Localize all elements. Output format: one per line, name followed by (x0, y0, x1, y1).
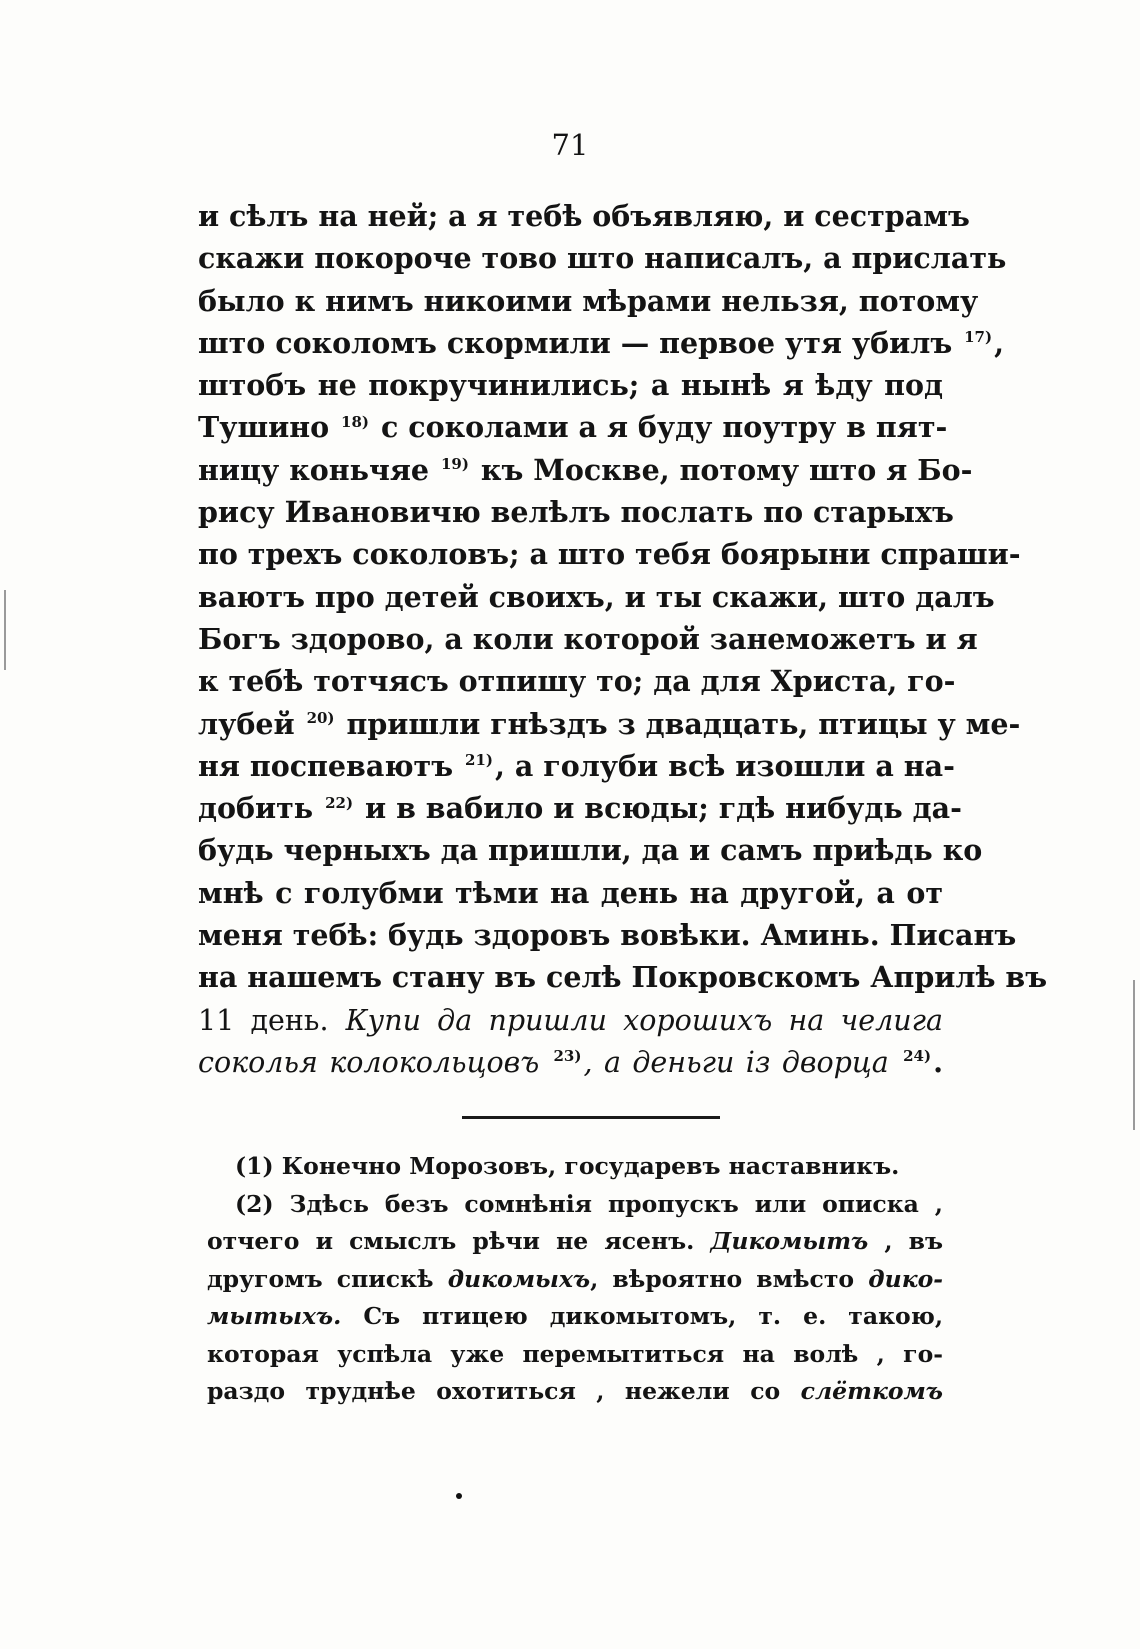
text-span: . (933, 1044, 943, 1079)
text-span: к тебѣ тотчясъ отпишу то; да для Христа, го- (198, 664, 956, 699)
scan-edge-mark (1133, 980, 1135, 1130)
text-line (198, 956, 1048, 998)
footnote-ref-23: 23) (553, 1047, 582, 1066)
text-line (198, 1041, 943, 1083)
footnote-ref-17: 17) (964, 328, 993, 347)
scan-edge-mark (4, 590, 6, 670)
text-line (198, 703, 1021, 745)
footnote-ref-18: 18) (341, 412, 370, 431)
text-span: другомъ спискѣ (207, 1264, 434, 1293)
text-span: ня поспеваютъ (198, 748, 454, 783)
italic-span: Дикомытъ (710, 1227, 869, 1255)
footnote-2-line (207, 1298, 943, 1336)
text-span: Съ птицею дикомытомъ, т. е. такою, (363, 1302, 944, 1330)
italic-span: мытыхъ. (207, 1302, 342, 1330)
text-span: отчего и смыслъ рѣчи не ясенъ. (207, 1227, 695, 1255)
text-line (198, 406, 948, 448)
footnote-1 (207, 1148, 943, 1186)
text-line (198, 745, 955, 787)
italic-span: соколья колокольцовъ (198, 1045, 540, 1079)
text-span: , (994, 325, 1005, 360)
text-span: , вѣроятно вмѣсто (590, 1264, 855, 1293)
italic-span: Купи да пришли хорошихъ на челига (345, 1003, 943, 1037)
text-line (198, 491, 954, 533)
text-line (198, 787, 962, 829)
italic-span: , а деньги iз дворца (583, 1045, 889, 1079)
text-span: по трехъ соколовъ; а што тебя боярыни спраши- (198, 537, 1021, 572)
footnote-2-line (207, 1223, 943, 1261)
text-line (198, 449, 973, 491)
footnote-ref-22: 22) (325, 793, 354, 812)
text-line (198, 280, 979, 322)
footnote-separator (462, 1116, 720, 1119)
text-line (198, 533, 1021, 575)
footnote-ref-21: 21) (465, 751, 493, 770)
text-line (198, 660, 956, 702)
text-line (198, 237, 1007, 279)
text-span: раздо труднѣе охотиться , нежели со (207, 1377, 781, 1405)
text-line (198, 872, 943, 914)
text-line (198, 322, 1005, 364)
footnote-2-line (207, 1373, 943, 1411)
text-line (198, 364, 943, 406)
footnote-ref-19: 19) (441, 455, 469, 474)
text-span: и сѣлъ на ней; а я тебѣ объявляю, и сестрамъ (198, 199, 970, 233)
italic-span: слёткомъ (800, 1377, 943, 1405)
footnote-ref-20: 20) (306, 709, 335, 728)
ink-dot (456, 1493, 462, 1499)
footnote-2-line (207, 1186, 943, 1224)
text-line (198, 576, 995, 618)
text-span: ницу коньчяе (198, 452, 430, 487)
text-span: мнѣ с голубми тѣми на день на другой, а от (198, 875, 943, 910)
text-span: меня тебѣ: будь здоровъ вовѣки. Аминь. Писанъ (198, 918, 1017, 953)
text-span: (2) Здѣсь безъ сомнѣнія пропускъ или описка , (235, 1189, 943, 1218)
text-span: Тушино (198, 410, 330, 445)
text-span: рису Ивановичю велѣлъ послать по старыхъ (198, 495, 954, 530)
text-span: 11 день. (198, 1003, 329, 1037)
text-span: было к нимъ никоими мѣрами нельзя, потому (198, 283, 979, 318)
text-line (198, 829, 983, 871)
text-span: (1) Конечно Морозовъ, государевъ наставникъ. (235, 1152, 900, 1180)
footnote-2-line (207, 1336, 943, 1374)
italic-span: дико- (868, 1264, 944, 1293)
text-line (198, 618, 978, 660)
text-span: што соколомъ скормили — первое утя убилъ (198, 325, 953, 360)
text-span: с соколами а я буду поутру в пят- (380, 410, 948, 445)
text-span: добить (198, 791, 314, 826)
text-span: ваютъ про детей своихъ, и ты скажи, што далъ (198, 579, 995, 614)
footnote-ref-24: 24) (903, 1047, 932, 1066)
text-line (198, 914, 1017, 956)
main-text (198, 195, 1048, 1083)
italic-span: дикомыхъ (447, 1264, 591, 1293)
text-span: , а голуби всѣ изошли а на- (495, 748, 955, 783)
text-span: которая успѣла уже перемытиться на волѣ , го- (207, 1339, 943, 1368)
text-span: пришли гнѣздъ з двадцать, птицы у ме- (346, 706, 1021, 741)
page-number: 71 (551, 128, 589, 162)
footnotes (207, 1148, 943, 1411)
text-span: будь черныхъ да пришли, да и самъ приѣдь ко (198, 833, 983, 868)
text-span: на нашемъ стану въ селѣ Покровскомъ Априлѣ въ (198, 960, 1048, 995)
text-span: и в вабило и всюды; гдѣ нибудь да- (365, 791, 962, 826)
text-line (198, 195, 970, 237)
text-span: Богъ здорово, а коли которой занеможетъ и я (198, 621, 978, 656)
text-span: скажи покороче тово што написалъ, а прислать (198, 241, 1007, 276)
text-span: къ Москве, потому што я Бо- (480, 452, 973, 487)
text-line (198, 999, 943, 1041)
footnote-2-line (207, 1261, 943, 1299)
text-span: лубей (198, 706, 295, 741)
text-span: штобъ не покручинились; а нынѣ я ѣду под (198, 368, 943, 403)
text-span: , въ (884, 1227, 943, 1255)
